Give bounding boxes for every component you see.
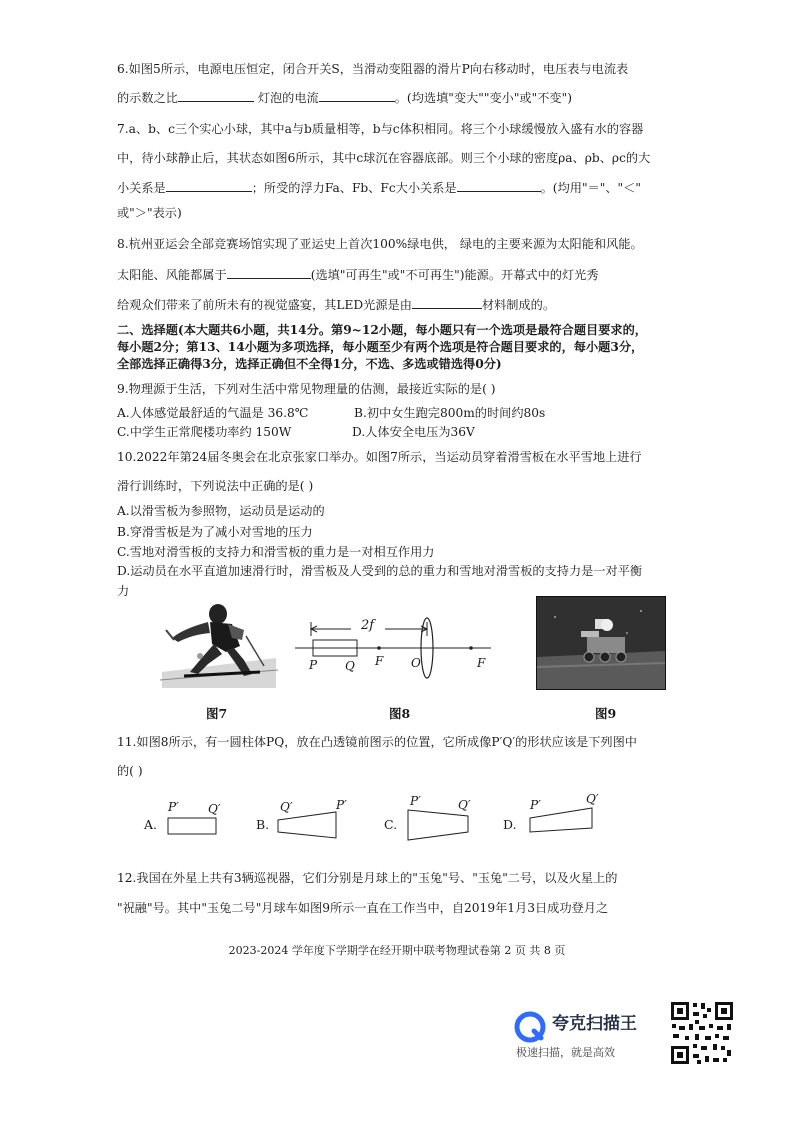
q11-option-b-figure — [274, 798, 358, 842]
q12-line2: "祝融"号。其中"玉兔二号"月球车如图9所示一直在工作当中，自2019年1月3日成功登月之 — [117, 901, 609, 915]
page-footer: 2023-2024 学年度下学期学在经开期中联考物理试卷第 2 页 共 8 页 — [228, 944, 566, 957]
fig8-label-Q: Q — [345, 659, 355, 673]
q12-line1: 12.我国在外星上共有3辆巡视器，它们分别是月球上的"玉兔"号、"玉兔"二号，以及火星上的 — [117, 871, 618, 885]
q9-stem: 9.物理源于生活，下列对生活中常见物理量的估测，最接近实际的是( ) — [117, 382, 496, 396]
q11-a-P: P′ — [168, 800, 179, 814]
section2-line2: 每小题2分；第13、14小题为多项选择，每小题至少有两个选项是符合题目要求的，每小题3分， — [117, 340, 644, 354]
q11-option-b-letter: B. — [256, 817, 270, 832]
fig8-label-2f: 2f — [361, 618, 375, 633]
q11-option-c-figure — [402, 796, 486, 844]
q11-option-d-figure — [522, 792, 612, 844]
q8-text-a: 太阳能、风能都属于 — [117, 268, 227, 282]
q11-line2: 的( ) — [117, 764, 143, 778]
q11-line1: 11.如图8所示，有一圆柱体PQ，放在凸透镜前图示的位置，它所成像P′Q′的形状应该是下列图中 — [117, 735, 637, 749]
figure-9-caption: 图9 — [595, 706, 617, 721]
q11-d-P: P′ — [530, 798, 541, 812]
q8-line3 — [117, 296, 555, 313]
q7-line2: 中，待小球静止后，其状态如图6所示，其中c球沉在容器底部。则三个小球的密度ρa、ρb、ρc的大 — [117, 151, 651, 165]
q9-option-a: A.人体感觉最舒适的气温是 36.8℃ — [117, 406, 309, 420]
q11-option-c-letter: C. — [384, 817, 398, 832]
q10-line1: 10.2022年第24届冬奥会在北京张家口举办。如图7所示，当运动员穿着滑雪板在水平雪地上进行 — [117, 450, 642, 464]
q6-line1: 6.如图5所示，电源电压恒定，闭合开关S，当滑动变阻器的滑片P向右移动时，电压表与电流表 — [117, 62, 629, 76]
q10-option-c: C.雪地对滑雪板的支持力和滑雪板的重力是一对相互作用力 — [117, 545, 435, 559]
figure-8-lens-diagram — [293, 604, 493, 688]
q8-blank-2 — [412, 296, 482, 309]
q9-option-c: C.中学生正常爬楼功率约 150W — [117, 425, 292, 439]
q6-blank-2 — [319, 89, 395, 102]
q6-line2 — [117, 89, 572, 106]
q7-text-b: ；所受的浮力Fa、Fb、Fc大小关系是 — [251, 181, 457, 195]
scanner-brand-name: 夸克扫描王 — [552, 1014, 637, 1034]
fig8-label-F-right: F — [477, 656, 486, 670]
q6-text-a: 的示数之比 — [117, 91, 178, 105]
q6-blank-1 — [178, 89, 254, 102]
q11-option-a-letter: A. — [144, 817, 158, 832]
figure-8-caption: 图8 — [389, 706, 411, 721]
q7-line4: 或"＞"表示) — [117, 206, 182, 220]
q7-text-c: 。(均用"＝"、"＜" — [540, 181, 641, 195]
q7-blank-1 — [166, 179, 252, 192]
q11-option-d-letter: D. — [503, 817, 517, 832]
q11-b-Q: Q′ — [280, 800, 293, 814]
q7-line3 — [117, 179, 641, 196]
q8-blank-1 — [227, 266, 311, 279]
figure-7-caption: 图7 — [206, 706, 228, 721]
q7-line1: 7.a、b、c三个实心小球，其中a与b质量相等，b与c体积相同。将三个小球缓慢放入盛有水的容器 — [117, 122, 644, 136]
q8-line2 — [117, 266, 599, 283]
section2-line3: 全部选择正确得3分，选择正确但不全得1分，不选、多选或错选得0分) — [117, 357, 502, 371]
q8-line1: 8.杭州亚运会全部竞赛场馆实现了亚运史上首次100%绿电供， 绿电的主要来源为太阳能和风能。 — [117, 237, 643, 251]
fig8-label-O: O — [411, 656, 421, 670]
q10-option-a: A.以滑雪板为参照物，运动员是运动的 — [117, 504, 325, 518]
q10-option-b: B.穿滑雪板是为了减小对雪地的压力 — [117, 525, 313, 539]
qr-code-image — [669, 1000, 735, 1066]
q11-b-P: P′ — [336, 798, 347, 812]
fig8-label-F-left: F — [375, 654, 384, 668]
q10-line2: 滑行训练时，下列说法中正确的是( ) — [117, 479, 314, 493]
figure-7-skier-image — [160, 600, 278, 688]
q8-text-b: (选填"可再生"或"不可再生")能源。开幕式中的灯光秀 — [310, 268, 599, 282]
q11-option-a-figure — [164, 800, 230, 840]
q8-text-b2: 材料制成的。 — [481, 298, 556, 312]
q11-d-Q: Q′ — [586, 792, 599, 806]
figure-9-rover-image — [536, 596, 666, 690]
section2-line1: 二、选择题(本大题共6小题，共14分。第9~12小题，每小题只有一个选项是最符合题目要求的， — [117, 323, 647, 337]
q11-a-Q: Q′ — [208, 802, 221, 816]
q11-c-P: P′ — [410, 794, 421, 808]
q10-option-d-line2: 力 — [117, 584, 130, 598]
fig8-label-P: P — [309, 658, 318, 672]
scanner-brand-slogan: 极速扫描，就是高效 — [516, 1046, 615, 1059]
q6-text-b: 灯泡的电流 — [257, 91, 319, 105]
q8-text-a2: 给观众们带来了前所未有的视觉盛宴，其LED光源是由 — [117, 298, 412, 312]
q11-c-Q: Q′ — [458, 798, 471, 812]
q7-blank-2 — [457, 179, 541, 192]
q9-option-b: B.初中女生跑完800m的时间约80s — [354, 406, 546, 420]
scanner-logo-icon — [514, 1011, 546, 1043]
q6-text-c: 。(均选填"变大""变小"或"不变") — [394, 91, 572, 105]
q10-option-d-line1: D.运动员在水平直道加速滑行时，滑雪板及人受到的总的重力和雪地对滑雪板的支持力是一对平衡 — [117, 564, 643, 578]
q7-text-a: 小关系是 — [117, 181, 166, 195]
q9-option-d: D.人体安全电压为36V — [352, 425, 475, 439]
